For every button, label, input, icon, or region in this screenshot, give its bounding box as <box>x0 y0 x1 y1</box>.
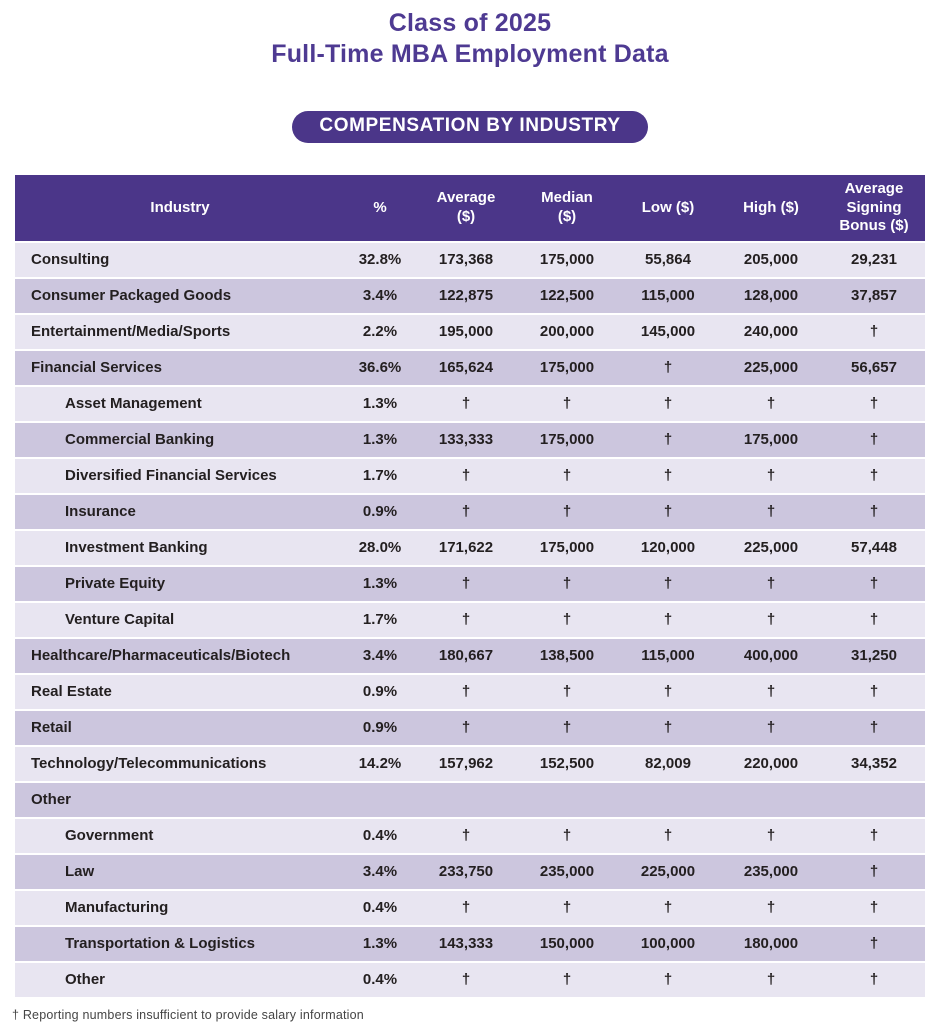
high-salary-cell: 205,000 <box>719 243 823 277</box>
low-salary-cell: 55,864 <box>617 243 719 277</box>
signing-bonus-cell: † <box>823 459 925 493</box>
average-salary-cell: † <box>415 891 517 925</box>
column-header-signing-bonus: Average Signing Bonus ($) <box>823 175 925 241</box>
low-salary-cell: 100,000 <box>617 927 719 961</box>
table-row <box>15 243 925 277</box>
median-salary-cell: † <box>517 459 617 493</box>
high-salary-cell: † <box>719 675 823 709</box>
industry-cell: Law <box>15 855 345 889</box>
section-badge: COMPENSATION BY INDUSTRY <box>292 111 647 143</box>
high-salary-cell: 220,000 <box>719 747 823 781</box>
table-row <box>15 387 925 421</box>
median-salary-cell: 175,000 <box>517 531 617 565</box>
average-salary-cell: † <box>415 459 517 493</box>
badge-container <box>0 111 940 143</box>
average-salary-cell: 180,667 <box>415 639 517 673</box>
table-row <box>15 531 925 565</box>
table-header-row <box>15 175 925 241</box>
industry-cell: Diversified Financial Services <box>15 459 345 493</box>
table-row <box>15 927 925 961</box>
percent-cell: 0.4% <box>345 819 415 853</box>
average-salary-cell: 165,624 <box>415 351 517 385</box>
signing-bonus-cell: † <box>823 927 925 961</box>
high-salary-cell: † <box>719 459 823 493</box>
average-salary-cell: 122,875 <box>415 279 517 313</box>
signing-bonus-cell: 31,250 <box>823 639 925 673</box>
median-salary-cell: 235,000 <box>517 855 617 889</box>
median-salary-cell: † <box>517 963 617 997</box>
compensation-by-industry-table <box>15 173 925 999</box>
median-salary-cell: 175,000 <box>517 351 617 385</box>
low-salary-cell <box>617 783 719 817</box>
median-salary-cell: † <box>517 675 617 709</box>
industry-cell: Other <box>15 963 345 997</box>
low-salary-cell: † <box>617 891 719 925</box>
title-line-2: Full-Time MBA Employment Data <box>271 40 669 68</box>
percent-cell: 14.2% <box>345 747 415 781</box>
table-row <box>15 567 925 601</box>
low-salary-cell: 225,000 <box>617 855 719 889</box>
average-salary-cell: 143,333 <box>415 927 517 961</box>
table-row <box>15 315 925 349</box>
high-salary-cell: † <box>719 567 823 601</box>
high-salary-cell: † <box>719 819 823 853</box>
signing-bonus-cell: † <box>823 603 925 637</box>
median-salary-cell: † <box>517 711 617 745</box>
table-header <box>15 175 925 241</box>
average-salary-cell <box>415 783 517 817</box>
industry-cell: Government <box>15 819 345 853</box>
column-header-industry: Industry <box>15 175 345 241</box>
average-salary-cell: † <box>415 819 517 853</box>
average-salary-cell: 233,750 <box>415 855 517 889</box>
high-salary-cell: † <box>719 387 823 421</box>
average-salary-cell: † <box>415 603 517 637</box>
table-row <box>15 279 925 313</box>
high-salary-cell: 235,000 <box>719 855 823 889</box>
percent-cell: 3.4% <box>345 639 415 673</box>
average-salary-cell: † <box>415 963 517 997</box>
table-row <box>15 891 925 925</box>
industry-cell: Private Equity <box>15 567 345 601</box>
table-row <box>15 639 925 673</box>
table-row <box>15 711 925 745</box>
table-row <box>15 603 925 637</box>
signing-bonus-cell: 29,231 <box>823 243 925 277</box>
table-row <box>15 423 925 457</box>
low-salary-cell: † <box>617 675 719 709</box>
percent-cell: 0.4% <box>345 891 415 925</box>
percent-cell: 0.9% <box>345 711 415 745</box>
signing-bonus-cell: † <box>823 891 925 925</box>
average-salary-cell: † <box>415 711 517 745</box>
low-salary-cell: 82,009 <box>617 747 719 781</box>
median-salary-cell: † <box>517 603 617 637</box>
low-salary-cell: 145,000 <box>617 315 719 349</box>
industry-cell: Venture Capital <box>15 603 345 637</box>
industry-cell: Insurance <box>15 495 345 529</box>
median-salary-cell: † <box>517 819 617 853</box>
signing-bonus-cell <box>823 783 925 817</box>
column-header-average: Average ($) <box>415 175 517 241</box>
high-salary-cell: 128,000 <box>719 279 823 313</box>
low-salary-cell: † <box>617 423 719 457</box>
high-salary-cell: † <box>719 963 823 997</box>
high-salary-cell: 240,000 <box>719 315 823 349</box>
low-salary-cell: 115,000 <box>617 639 719 673</box>
average-salary-cell: 195,000 <box>415 315 517 349</box>
high-salary-cell: † <box>719 711 823 745</box>
signing-bonus-cell: † <box>823 819 925 853</box>
low-salary-cell: 120,000 <box>617 531 719 565</box>
low-salary-cell: † <box>617 711 719 745</box>
percent-cell: 1.3% <box>345 567 415 601</box>
column-header-low: Low ($) <box>617 175 719 241</box>
percent-cell: 1.3% <box>345 423 415 457</box>
industry-cell: Commercial Banking <box>15 423 345 457</box>
average-salary-cell: 171,622 <box>415 531 517 565</box>
industry-cell: Investment Banking <box>15 531 345 565</box>
percent-cell: 28.0% <box>345 531 415 565</box>
title-line-1: Class of 2025 <box>388 9 552 37</box>
signing-bonus-cell: † <box>823 387 925 421</box>
low-salary-cell: † <box>617 819 719 853</box>
low-salary-cell: † <box>617 459 719 493</box>
low-salary-cell: † <box>617 387 719 421</box>
high-salary-cell: † <box>719 891 823 925</box>
table-row <box>15 855 925 889</box>
signing-bonus-cell: † <box>823 711 925 745</box>
table-row <box>15 351 925 385</box>
low-salary-cell: † <box>617 603 719 637</box>
median-salary-cell: 150,000 <box>517 927 617 961</box>
percent-cell: 0.4% <box>345 963 415 997</box>
high-salary-cell: † <box>719 495 823 529</box>
industry-cell: Consulting <box>15 243 345 277</box>
median-salary-cell: 200,000 <box>517 315 617 349</box>
average-salary-cell: † <box>415 567 517 601</box>
high-salary-cell: 225,000 <box>719 531 823 565</box>
median-salary-cell: † <box>517 387 617 421</box>
signing-bonus-cell: † <box>823 495 925 529</box>
percent-cell <box>345 783 415 817</box>
column-header-median: Median ($) <box>517 175 617 241</box>
median-salary-cell: † <box>517 495 617 529</box>
percent-cell: 0.9% <box>345 495 415 529</box>
signing-bonus-cell: 37,857 <box>823 279 925 313</box>
average-salary-cell: 173,368 <box>415 243 517 277</box>
signing-bonus-cell: † <box>823 855 925 889</box>
table-row <box>15 819 925 853</box>
low-salary-cell: † <box>617 963 719 997</box>
median-salary-cell: 175,000 <box>517 243 617 277</box>
table-body <box>15 243 925 997</box>
percent-cell: 32.8% <box>345 243 415 277</box>
low-salary-cell: † <box>617 567 719 601</box>
signing-bonus-cell: † <box>823 423 925 457</box>
low-salary-cell: † <box>617 351 719 385</box>
percent-cell: 1.7% <box>345 459 415 493</box>
low-salary-cell: 115,000 <box>617 279 719 313</box>
industry-cell: Transportation & Logistics <box>15 927 345 961</box>
median-salary-cell: 122,500 <box>517 279 617 313</box>
table-row <box>15 675 925 709</box>
average-salary-cell: 157,962 <box>415 747 517 781</box>
industry-cell: Manufacturing <box>15 891 345 925</box>
column-header-high: High ($) <box>719 175 823 241</box>
percent-cell: 1.3% <box>345 927 415 961</box>
percent-cell: 1.3% <box>345 387 415 421</box>
industry-cell: Real Estate <box>15 675 345 709</box>
percent-cell: 0.9% <box>345 675 415 709</box>
industry-cell: Other <box>15 783 345 817</box>
median-salary-cell: † <box>517 567 617 601</box>
high-salary-cell: † <box>719 603 823 637</box>
column-header-percent: % <box>345 175 415 241</box>
low-salary-cell: † <box>617 495 719 529</box>
signing-bonus-cell: † <box>823 567 925 601</box>
high-salary-cell: 175,000 <box>719 423 823 457</box>
table-row <box>15 747 925 781</box>
percent-cell: 2.2% <box>345 315 415 349</box>
industry-cell: Retail <box>15 711 345 745</box>
table-row <box>15 783 925 817</box>
percent-cell: 36.6% <box>345 351 415 385</box>
table-row <box>15 963 925 997</box>
signing-bonus-cell: 34,352 <box>823 747 925 781</box>
high-salary-cell: 180,000 <box>719 927 823 961</box>
average-salary-cell: † <box>415 675 517 709</box>
percent-cell: 3.4% <box>345 279 415 313</box>
signing-bonus-cell: † <box>823 315 925 349</box>
high-salary-cell <box>719 783 823 817</box>
industry-cell: Healthcare/Pharmaceuticals/Biotech <box>15 639 345 673</box>
median-salary-cell: 175,000 <box>517 423 617 457</box>
industry-cell: Asset Management <box>15 387 345 421</box>
median-salary-cell <box>517 783 617 817</box>
median-salary-cell: 138,500 <box>517 639 617 673</box>
average-salary-cell: † <box>415 387 517 421</box>
table-row <box>15 459 925 493</box>
industry-cell: Technology/Telecommunications <box>15 747 345 781</box>
footnote: † Reporting numbers insufficient to provide salary information <box>12 1007 364 1022</box>
high-salary-cell: 225,000 <box>719 351 823 385</box>
percent-cell: 1.7% <box>345 603 415 637</box>
signing-bonus-cell: 56,657 <box>823 351 925 385</box>
median-salary-cell: † <box>517 891 617 925</box>
signing-bonus-cell: † <box>823 675 925 709</box>
industry-cell: Entertainment/Media/Sports <box>15 315 345 349</box>
average-salary-cell: 133,333 <box>415 423 517 457</box>
high-salary-cell: 400,000 <box>719 639 823 673</box>
table-row <box>15 495 925 529</box>
median-salary-cell: 152,500 <box>517 747 617 781</box>
industry-cell: Consumer Packaged Goods <box>15 279 345 313</box>
signing-bonus-cell: † <box>823 963 925 997</box>
average-salary-cell: † <box>415 495 517 529</box>
page-title <box>0 0 940 70</box>
industry-cell: Financial Services <box>15 351 345 385</box>
percent-cell: 3.4% <box>345 855 415 889</box>
signing-bonus-cell: 57,448 <box>823 531 925 565</box>
